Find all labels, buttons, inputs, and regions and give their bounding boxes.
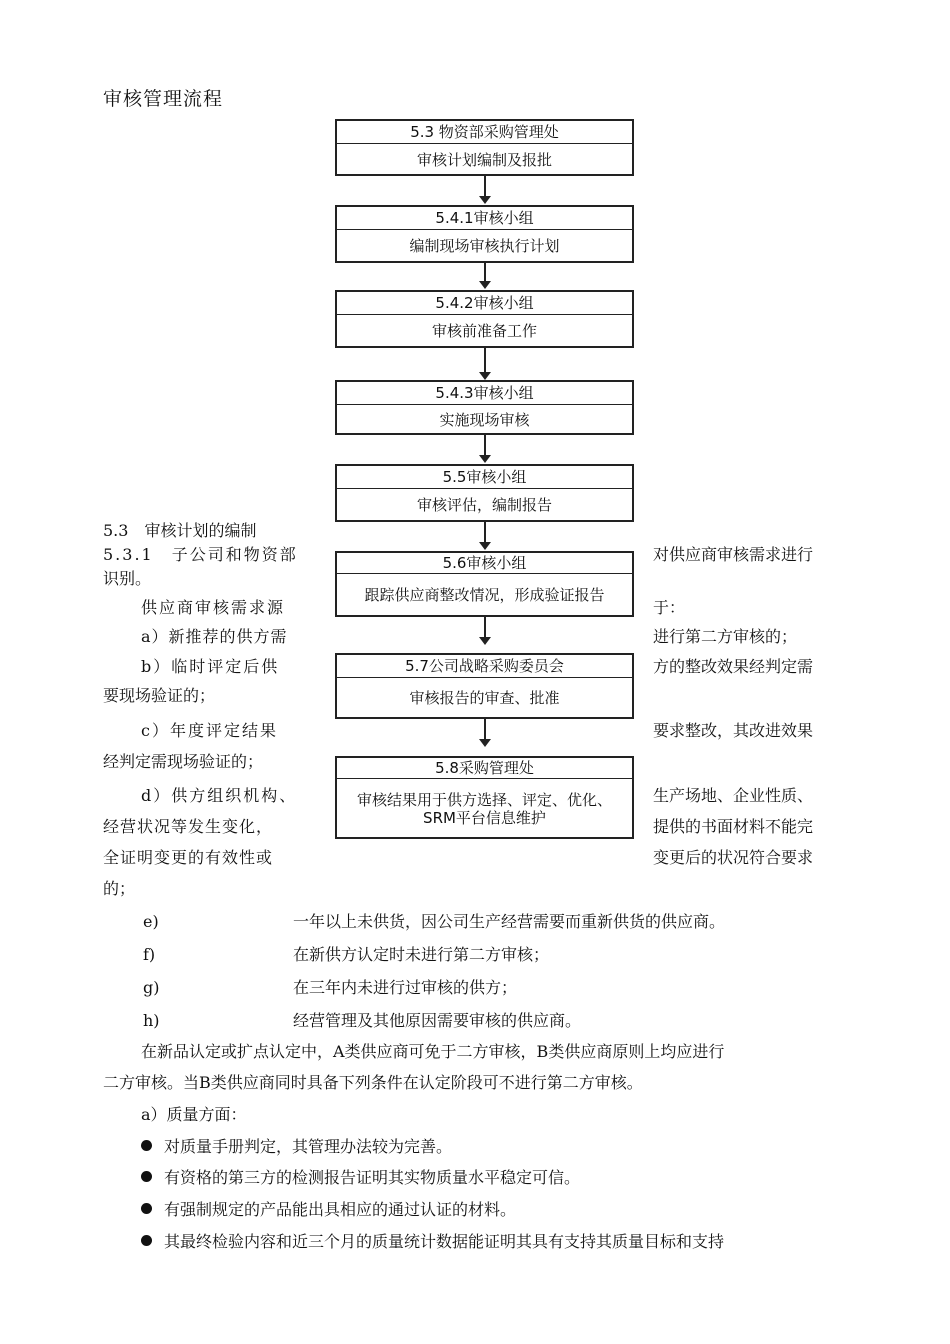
body-text: 对供应商审核需求进行: [653, 545, 814, 564]
body-text: 全证明变更的有效性或: [103, 848, 274, 867]
bullet-text: 有强制规定的产品能出具相应的通过认证的材料。: [164, 1200, 517, 1219]
flow-arrow-line: [484, 347, 486, 373]
flow-box-body: 跟踪供应商整改情况，形成验证报告: [364, 586, 605, 604]
body-text: 进行第二方审核的；: [653, 627, 798, 646]
bullet-text: 对质量手册判定，其管理办法较为完善。: [164, 1137, 453, 1156]
flow-box: [335, 756, 634, 839]
bullet-dot-icon: [141, 1203, 152, 1214]
body-text: 方的整改效果经判定需: [653, 657, 814, 676]
flow-box-head: 5.4.2审核小组: [337, 292, 632, 315]
flow-arrow-line: [484, 616, 486, 638]
body-text: 于：: [653, 598, 686, 617]
flow-box-body: 审核计划编制及报批: [416, 150, 552, 169]
flow-arrow-line: [484, 262, 486, 282]
list-item: 经营管理及其他原因需要审核的供应商。: [293, 1011, 582, 1030]
flow-arrow-head: [479, 196, 491, 204]
bullet-item: [141, 1137, 452, 1157]
body-text: 要现场验证的；: [103, 686, 216, 705]
flow-arrow-head: [479, 637, 491, 645]
list-label: h): [143, 1011, 160, 1030]
flow-box-head: 5.8采购管理处: [337, 758, 632, 779]
flow-box-head: 5.3 物资部采购管理处: [337, 121, 632, 144]
paragraph-line: 在新品认定或扩点认定中，A类供应商可免于二方审核，B类供应商原则上均应进行: [141, 1042, 725, 1061]
bullet-dot-icon: [141, 1235, 152, 1246]
body-text: 变更后的状况符合要求: [653, 848, 814, 867]
body-text: c）年度评定结果: [141, 721, 278, 740]
flow-box-body: 审核报告的审查、批准: [409, 689, 560, 707]
flow-arrow-line: [484, 718, 486, 740]
flow-box-body: 实施现场审核: [439, 410, 530, 429]
flow-arrow-head: [479, 542, 491, 550]
bullet-text: 有资格的第三方的检测报告证明其实物质量水平稳定可信。: [164, 1168, 581, 1187]
flow-arrow-head: [479, 372, 491, 380]
flow-arrow-line: [484, 434, 486, 456]
flow-box-body: 审核评估，编制报告: [416, 496, 552, 514]
bullet-dot-icon: [141, 1171, 152, 1182]
flow-arrow-head: [479, 739, 491, 747]
bullet-item: [141, 1232, 724, 1252]
bullet-dot-icon: [141, 1140, 152, 1151]
bullet-item: [141, 1200, 516, 1220]
flow-box: [335, 119, 634, 176]
flow-arrow-head: [479, 281, 491, 289]
list-item: 在新供方认定时未进行第二方审核；: [293, 945, 550, 964]
flow-box: [335, 290, 634, 348]
flow-box-head: 5.6审核小组: [337, 553, 632, 574]
body-text: 识别。: [103, 569, 152, 588]
body-text: a）新推荐的供方需: [141, 627, 288, 646]
body-text: 经营状况等发生变化，: [103, 817, 274, 836]
flow-box-body: 审核结果用于供方选择、评定、优化、SRM平台信息维护: [356, 790, 612, 827]
flow-box-head: 5.4.3审核小组: [337, 382, 632, 405]
body-text: 5.3.1 子公司和物资部: [103, 545, 298, 564]
flow-box: [335, 653, 634, 719]
list-label: f): [143, 945, 156, 964]
body-text: 供应商审核需求源: [141, 598, 286, 617]
list-label: g): [143, 978, 160, 997]
body-text: 的；: [103, 879, 136, 898]
flow-box: [335, 551, 634, 617]
flow-arrow-head: [479, 455, 491, 463]
flow-box-body: 审核前准备工作: [431, 322, 537, 340]
flow-box: [335, 380, 634, 435]
paragraph-line: 二方审核。当B类供应商同时具备下列条件在认定阶段可不进行第二方审核。: [103, 1073, 643, 1092]
flow-box: [335, 464, 634, 522]
flow-box-head: 5.7公司战略采购委员会: [337, 655, 632, 678]
page-title: 审核管理流程: [103, 88, 224, 110]
flow-arrow-line: [484, 521, 486, 543]
bullet-item: [141, 1168, 580, 1188]
body-text: 提供的书面材料不能完: [653, 817, 814, 836]
list-item: 在三年内未进行过审核的供方；: [293, 978, 518, 997]
flow-box-body: 编制现场审核执行计划: [409, 237, 560, 255]
flow-box: [335, 205, 634, 263]
body-text: b）临时评定后供: [141, 657, 280, 676]
flow-arrow-line: [484, 175, 486, 197]
sub-heading: a）质量方面：: [141, 1105, 247, 1124]
list-label: e): [143, 912, 159, 931]
body-text: 生产场地、企业性质、: [653, 786, 814, 805]
flow-box-head: 5.4.1审核小组: [337, 207, 632, 230]
body-text: 经判定需现场验证的；: [103, 752, 264, 771]
section-heading: 5.3 审核计划的编制: [103, 521, 257, 540]
body-text: d）供方组织机构、: [141, 786, 298, 805]
flow-box-head: 5.5审核小组: [337, 466, 632, 489]
body-text: 要求整改，其改进效果: [653, 721, 814, 740]
bullet-text: 其最终检验内容和近三个月的质量统计数据能证明其具有支持其质量目标和支持: [164, 1232, 725, 1251]
list-item: 一年以上未供货，因公司生产经营需要而重新供货的供应商。: [293, 912, 726, 931]
